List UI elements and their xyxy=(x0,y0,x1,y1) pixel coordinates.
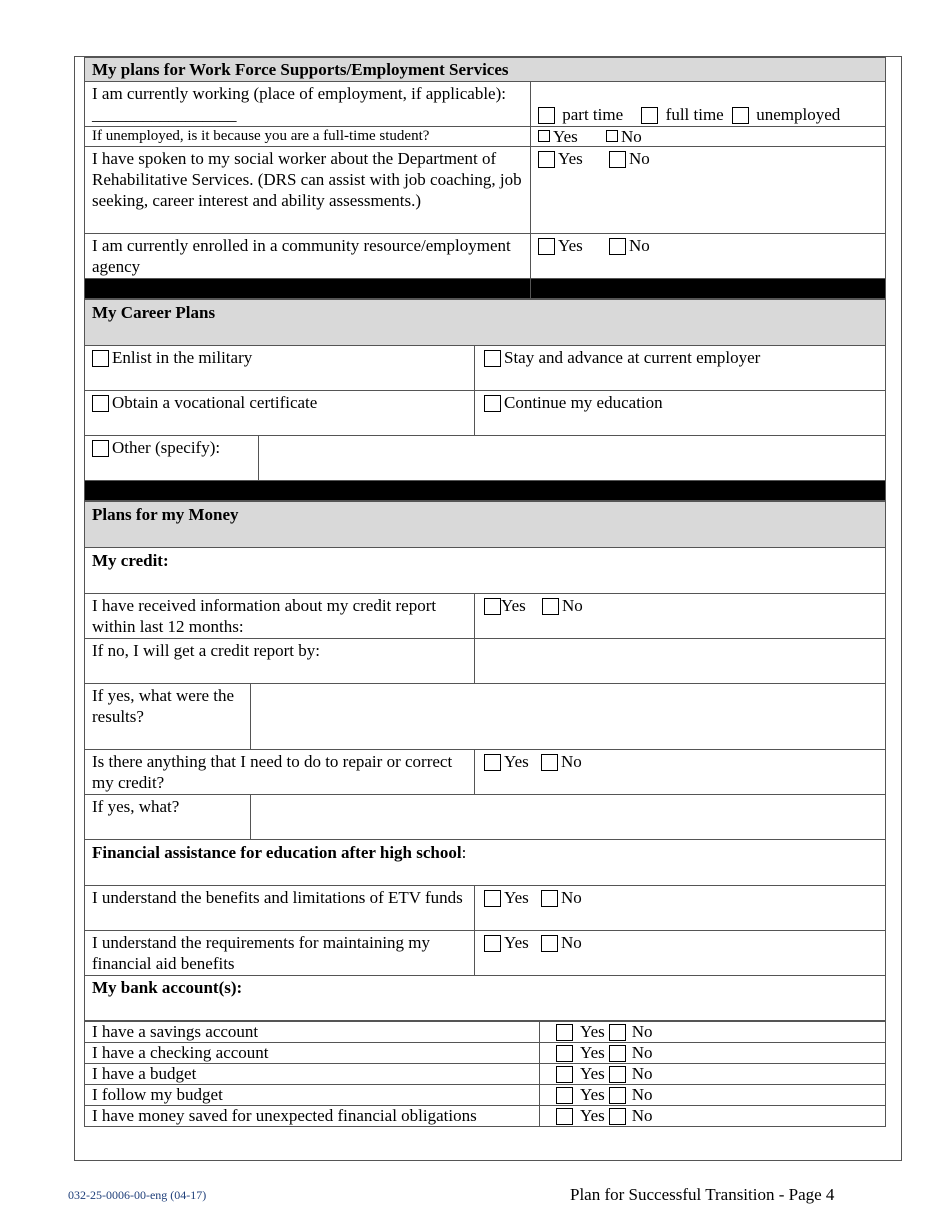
bank-no-checkbox[interactable] xyxy=(609,1087,626,1104)
bank-no-checkbox[interactable] xyxy=(609,1108,626,1125)
drs-answer xyxy=(531,147,886,234)
credit-info-yes-label: Yes xyxy=(501,596,526,615)
student-answer xyxy=(531,127,886,147)
full-time-checkbox[interactable] xyxy=(641,107,658,124)
bank-no-label: No xyxy=(631,1022,653,1041)
other-checkbox[interactable] xyxy=(92,440,109,457)
credit-get-field[interactable] xyxy=(475,639,886,684)
bank-yes-checkbox[interactable] xyxy=(556,1066,573,1083)
enrolled-yes-checkbox[interactable] xyxy=(538,238,555,255)
education-label: Continue my education xyxy=(504,393,663,412)
section-divider xyxy=(531,279,886,299)
unemployed-checkbox[interactable] xyxy=(732,107,749,124)
bank-yes-label: Yes xyxy=(580,1106,605,1125)
enrolled-answer xyxy=(531,234,886,279)
repair-yes-checkbox[interactable] xyxy=(484,754,501,771)
aid-no-label: No xyxy=(561,933,582,952)
table-row xyxy=(85,1022,886,1043)
drs-yes-checkbox[interactable] xyxy=(538,151,555,168)
credit-info-question: I have received information about my credit report within last 12 months: xyxy=(85,594,475,639)
stay-checkbox[interactable] xyxy=(484,350,501,367)
bank-yes-checkbox[interactable] xyxy=(556,1045,573,1062)
student-yes-label: Yes xyxy=(553,127,578,146)
student-no-checkbox[interactable] xyxy=(606,130,618,142)
table-row xyxy=(85,1064,886,1085)
form-content xyxy=(84,57,885,1127)
drs-yes-label: Yes xyxy=(558,149,583,168)
education-checkbox[interactable] xyxy=(484,395,501,412)
table-row xyxy=(85,1043,886,1064)
student-yes-checkbox[interactable] xyxy=(538,130,550,142)
bank-question: I have a savings account xyxy=(85,1022,540,1043)
table-row xyxy=(85,1106,886,1127)
other-label: Other (specify): xyxy=(112,438,221,457)
work-section-title: My plans for Work Force Supports/Employment Services xyxy=(85,58,886,82)
aid-yes-label: Yes xyxy=(504,933,529,952)
full-time-label: full time xyxy=(665,105,724,124)
military-option xyxy=(85,346,475,391)
bank-yes-checkbox[interactable] xyxy=(556,1108,573,1125)
working-label: I am currently working (place of employment, if applicable): _________________ xyxy=(85,82,531,127)
bank-section xyxy=(84,1021,886,1127)
results-field[interactable] xyxy=(251,684,886,750)
bank-title: My bank account(s): xyxy=(85,976,886,1021)
bank-no-checkbox[interactable] xyxy=(609,1024,626,1041)
repair-no-label: No xyxy=(561,752,582,771)
bank-yes-label: Yes xyxy=(580,1064,605,1083)
bank-no-checkbox[interactable] xyxy=(609,1066,626,1083)
bank-question: I follow my budget xyxy=(85,1085,540,1106)
stay-option xyxy=(475,346,886,391)
drs-no-checkbox[interactable] xyxy=(609,151,626,168)
etv-no-checkbox[interactable] xyxy=(541,890,558,907)
bank-question: I have a budget xyxy=(85,1064,540,1085)
work-section xyxy=(84,57,886,299)
results-question: If yes, what were the results? xyxy=(85,684,251,750)
money-section-title: Plans for my Money xyxy=(85,502,886,548)
other-option xyxy=(85,436,259,481)
part-time-checkbox[interactable] xyxy=(538,107,555,124)
bank-yes-label: Yes xyxy=(580,1022,605,1041)
etv-question: I understand the benefits and limitations of ETV funds xyxy=(85,886,475,931)
enrolled-no-checkbox[interactable] xyxy=(609,238,626,255)
bank-no-label: No xyxy=(631,1064,653,1083)
bank-yes-checkbox[interactable] xyxy=(556,1087,573,1104)
repair-question: Is there anything that I need to do to repair or correct my credit? xyxy=(85,750,475,795)
employment-status-options xyxy=(531,82,886,127)
bank-no-label: No xyxy=(631,1043,653,1062)
form-id: 032-25-0006-00-eng (04-17) xyxy=(68,1188,207,1202)
vocational-checkbox[interactable] xyxy=(92,395,109,412)
table-row xyxy=(85,1085,886,1106)
drs-no-label: No xyxy=(629,149,650,168)
stay-label: Stay and advance at current employer xyxy=(504,348,761,367)
credit-get-question: If no, I will get a credit report by: xyxy=(85,639,475,684)
financial-title xyxy=(85,840,886,886)
bank-answer xyxy=(540,1085,886,1106)
enrolled-no-label: No xyxy=(629,236,650,255)
enrolled-yes-label: Yes xyxy=(558,236,583,255)
bank-answer xyxy=(540,1022,886,1043)
money-section xyxy=(84,501,886,1021)
bank-answer xyxy=(540,1064,886,1085)
credit-info-yes-checkbox[interactable] xyxy=(484,598,501,615)
section-divider xyxy=(85,481,886,501)
bank-question: I have money saved for unexpected financial obligations xyxy=(85,1106,540,1127)
bank-answer xyxy=(540,1043,886,1064)
vocational-option xyxy=(85,391,475,436)
repair-answer xyxy=(475,750,886,795)
student-question: If unemployed, is it because you are a full-time student? xyxy=(85,127,531,147)
vocational-label: Obtain a vocational certificate xyxy=(112,393,318,412)
yes-what-question: If yes, what? xyxy=(85,795,251,840)
bank-yes-label: Yes xyxy=(580,1043,605,1062)
financial-title-text: Financial assistance for education after high school xyxy=(92,843,462,862)
etv-yes-label: Yes xyxy=(504,888,529,907)
unemployed-label: unemployed xyxy=(756,105,841,124)
military-checkbox[interactable] xyxy=(92,350,109,367)
bank-yes-checkbox[interactable] xyxy=(556,1024,573,1041)
education-option xyxy=(475,391,886,436)
drs-question: I have spoken to my social worker about the Department of Rehabilitative Services. (DRS can assist with job coaching, job seeking, career interest and ability assessments.) xyxy=(85,147,531,234)
enrolled-question: I am currently enrolled in a community resource/employment agency xyxy=(85,234,531,279)
page-label: Plan for Successful Transition - Page 4 xyxy=(570,1185,835,1204)
aid-answer xyxy=(475,931,886,976)
repair-no-checkbox[interactable] xyxy=(541,754,558,771)
aid-no-checkbox[interactable] xyxy=(541,935,558,952)
bank-no-checkbox[interactable] xyxy=(609,1045,626,1062)
credit-title: My credit: xyxy=(85,548,886,594)
credit-info-no-label: No xyxy=(562,596,583,615)
bank-question: I have a checking account xyxy=(85,1043,540,1064)
etv-answer xyxy=(475,886,886,931)
credit-info-answer xyxy=(475,594,886,639)
career-section xyxy=(84,299,886,501)
credit-info-no-checkbox[interactable] xyxy=(542,598,559,615)
yes-what-field[interactable] xyxy=(251,795,886,840)
bank-no-label: No xyxy=(631,1085,653,1104)
bank-yes-label: Yes xyxy=(580,1085,605,1104)
student-no-label: No xyxy=(621,127,642,146)
aid-question: I understand the requirements for maintaining my financial aid benefits xyxy=(85,931,475,976)
other-specify-field[interactable] xyxy=(259,436,886,481)
military-label: Enlist in the military xyxy=(112,348,253,367)
bank-no-label: No xyxy=(631,1106,653,1125)
repair-yes-label: Yes xyxy=(504,752,529,771)
etv-yes-checkbox[interactable] xyxy=(484,890,501,907)
aid-yes-checkbox[interactable] xyxy=(484,935,501,952)
section-divider xyxy=(85,279,531,299)
career-section-title: My Career Plans xyxy=(85,300,886,346)
financial-title-colon: : xyxy=(461,843,467,862)
bank-answer xyxy=(540,1106,886,1127)
part-time-label: part time xyxy=(562,105,624,124)
etv-no-label: No xyxy=(561,888,582,907)
